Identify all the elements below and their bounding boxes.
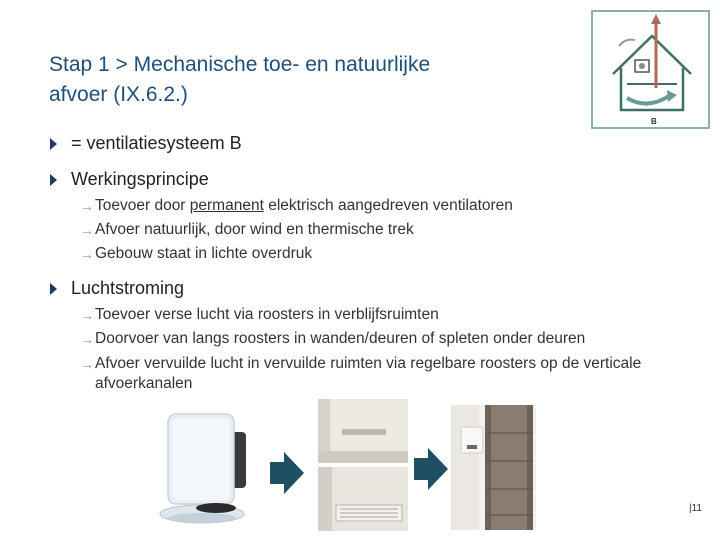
arrow-icon: → [80,307,94,323]
exhaust-duct-photo [451,405,536,530]
bullet-system-b [50,133,242,154]
bullet-text: Luchtstroming [71,278,185,298]
lucht-2-text: Doorvoer van langs roosters in wanden/deuren of spleten onder deuren [95,330,586,347]
arrow-icon: → [80,246,94,262]
bullet-arrow-icon [50,283,57,295]
diagram-label: B [651,117,657,126]
werking-2-text: Afvoer natuurlijk, door wind en thermische trek [95,221,414,238]
sub-item-lucht-2 [80,329,700,349]
title-line-1: Stap 1 > Mechanische toe- en natuurlijke [49,53,431,76]
bullet-text: = ventilatiesysteem B [71,133,242,153]
supply-fan-photo [158,408,256,530]
title-line-2: afvoer (IX.6.2.) [49,83,188,106]
sub-item-werking-1 [80,196,700,216]
slide-title [49,50,569,110]
sub-item-lucht-3 [80,354,690,394]
bullet-arrow-icon [50,174,57,186]
werking-1-underline: permanent [189,197,264,214]
bullet-arrow-icon [50,138,57,150]
lucht-3-text: Afvoer vervuilde lucht in vervuilde ruimten via regelbare roosters op de verticale afvoerkanalen [95,355,642,392]
werking-1-pre: Toevoer door [95,197,190,214]
arrow-icon: → [80,356,94,372]
bullet-luchtstroming [50,278,184,299]
arrow-icon: → [80,222,94,238]
sub-item-werking-2 [80,220,700,240]
ventilation-system-b-diagram [591,10,710,129]
werking-3-text: Gebouw staat in lichte overdruk [95,245,313,262]
sub-item-lucht-1 [80,305,700,325]
sub-item-werking-3 [80,244,700,264]
page-number: |11 [689,503,702,514]
bullet-werkingsprincipe [50,169,209,190]
wall-grille-photos [318,399,408,531]
lucht-1-text: Toevoer verse lucht via roosters in verblijfsruimten [95,306,439,323]
bullet-text: Werkingsprincipe [71,169,209,189]
flow-arrow-1-icon [270,452,304,499]
arrow-icon: → [80,198,94,214]
werking-1-post: elektrisch aangedreven ventilatoren [263,197,513,214]
flow-arrow-2-icon [414,448,448,495]
arrow-icon: → [80,331,94,347]
